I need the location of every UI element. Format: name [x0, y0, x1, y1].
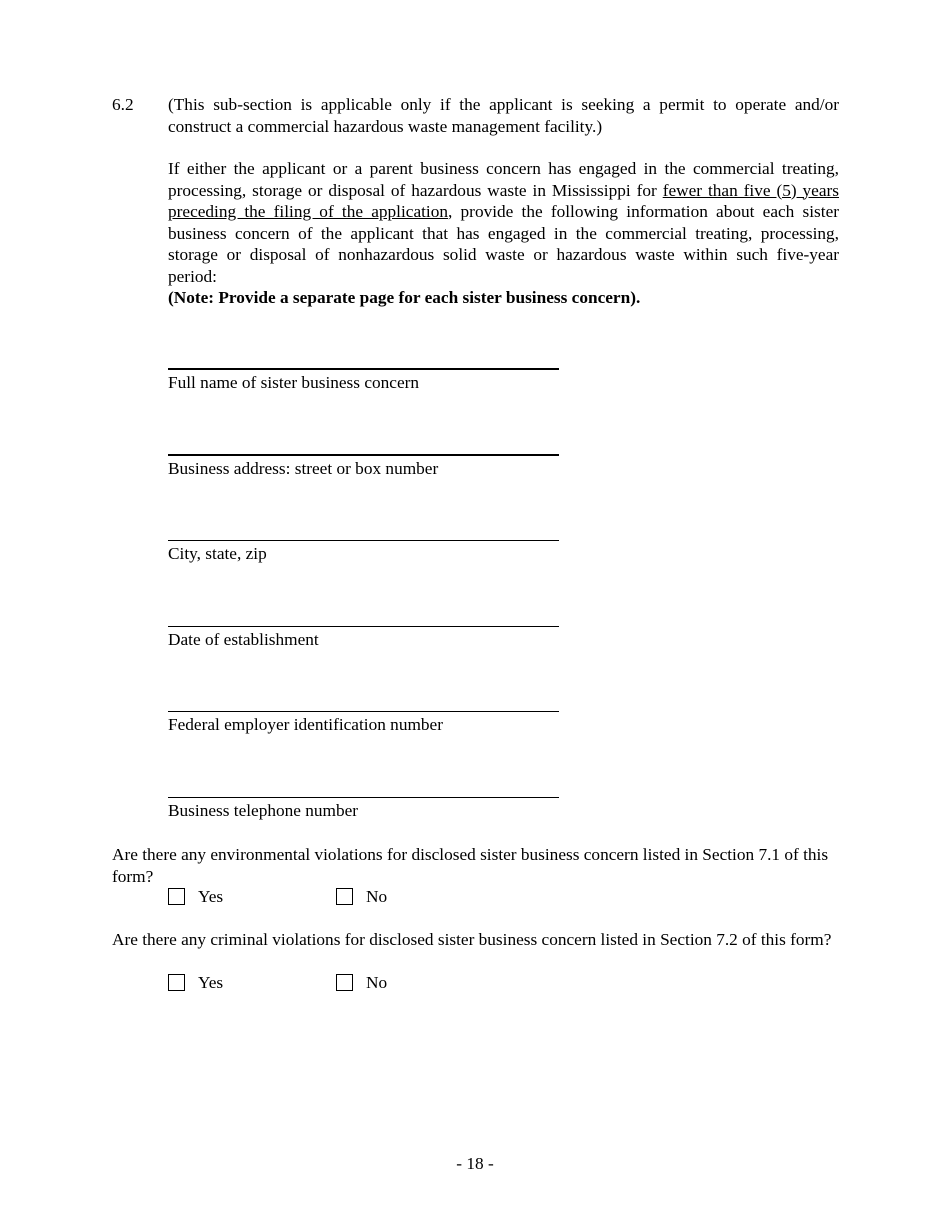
- criminal-yes-label: Yes: [198, 973, 224, 992]
- environmental-no-checkbox[interactable]: [336, 888, 353, 905]
- federal-ein-line[interactable]: [168, 711, 559, 712]
- full-name-line[interactable]: [168, 368, 559, 370]
- section-number: 6.2: [112, 95, 134, 114]
- criminal-no-checkbox[interactable]: [336, 974, 353, 991]
- section-intro: (This sub-section is applicable only if the applicant is seeking a permit to operate and/or construct a commercial hazardous waste management facility.): [168, 95, 839, 136]
- criminal-no-option[interactable]: [336, 972, 387, 994]
- full-name-label: Full name of sister business concern: [168, 373, 420, 392]
- date-of-establishment-line[interactable]: [168, 626, 559, 627]
- federal-ein-label: Federal employer identification number: [168, 715, 443, 734]
- criminal-no-label: No: [366, 973, 388, 992]
- environmental-yes-label: Yes: [198, 887, 224, 906]
- body-text-start: If either the applicant or a parent business concern has engaged in the commercial treating, processing, storage or disposal of hazardous waste in Mississippi for: [168, 159, 839, 200]
- field-city-state-zip[interactable]: [168, 540, 559, 565]
- criminal-yes-option[interactable]: [168, 972, 223, 994]
- field-business-telephone[interactable]: [168, 797, 559, 822]
- criminal-violations-question: Are there any criminal violations for disclosed sister business concern listed in Section 7.2 of this form?: [112, 930, 832, 949]
- environmental-yes-checkbox[interactable]: [168, 888, 185, 905]
- body-text-end: , provide the following information about each sister business concern of the applicant that has engaged in the commercial treating, processing, storage or disposal of nonhazardous solid waste or hazardous waste within such five-year period:: [168, 202, 839, 286]
- city-state-zip-label: City, state, zip: [168, 544, 267, 563]
- environmental-no-label: No: [366, 887, 388, 906]
- environmental-yes-option[interactable]: [168, 886, 223, 908]
- field-full-name[interactable]: [168, 368, 559, 394]
- criminal-yes-checkbox[interactable]: [168, 974, 185, 991]
- page-number: - 18 -: [456, 1154, 494, 1173]
- environmental-no-option[interactable]: [336, 886, 387, 908]
- field-business-address[interactable]: [168, 454, 559, 480]
- business-telephone-label: Business telephone number: [168, 801, 359, 820]
- date-of-establishment-label: Date of establishment: [168, 630, 319, 649]
- environmental-violations-options: [168, 886, 428, 908]
- criminal-violations-options: [168, 972, 428, 994]
- environmental-violations-question: Are there any environmental violations for disclosed sister business concern listed in Section 7.1 of this form?: [112, 845, 829, 886]
- field-date-of-establishment[interactable]: [168, 626, 559, 651]
- section-body: [168, 158, 839, 309]
- city-state-zip-line[interactable]: [168, 540, 559, 541]
- separate-page-note: (Note: Provide a separate page for each sister business concern).: [168, 288, 641, 307]
- business-address-label: Business address: street or box number: [168, 459, 439, 478]
- business-address-line[interactable]: [168, 454, 559, 456]
- business-telephone-line[interactable]: [168, 797, 559, 798]
- field-federal-ein[interactable]: [168, 711, 559, 736]
- body-text-underlined: fewer than five (5) years preceding the filing of the application: [168, 180, 839, 221]
